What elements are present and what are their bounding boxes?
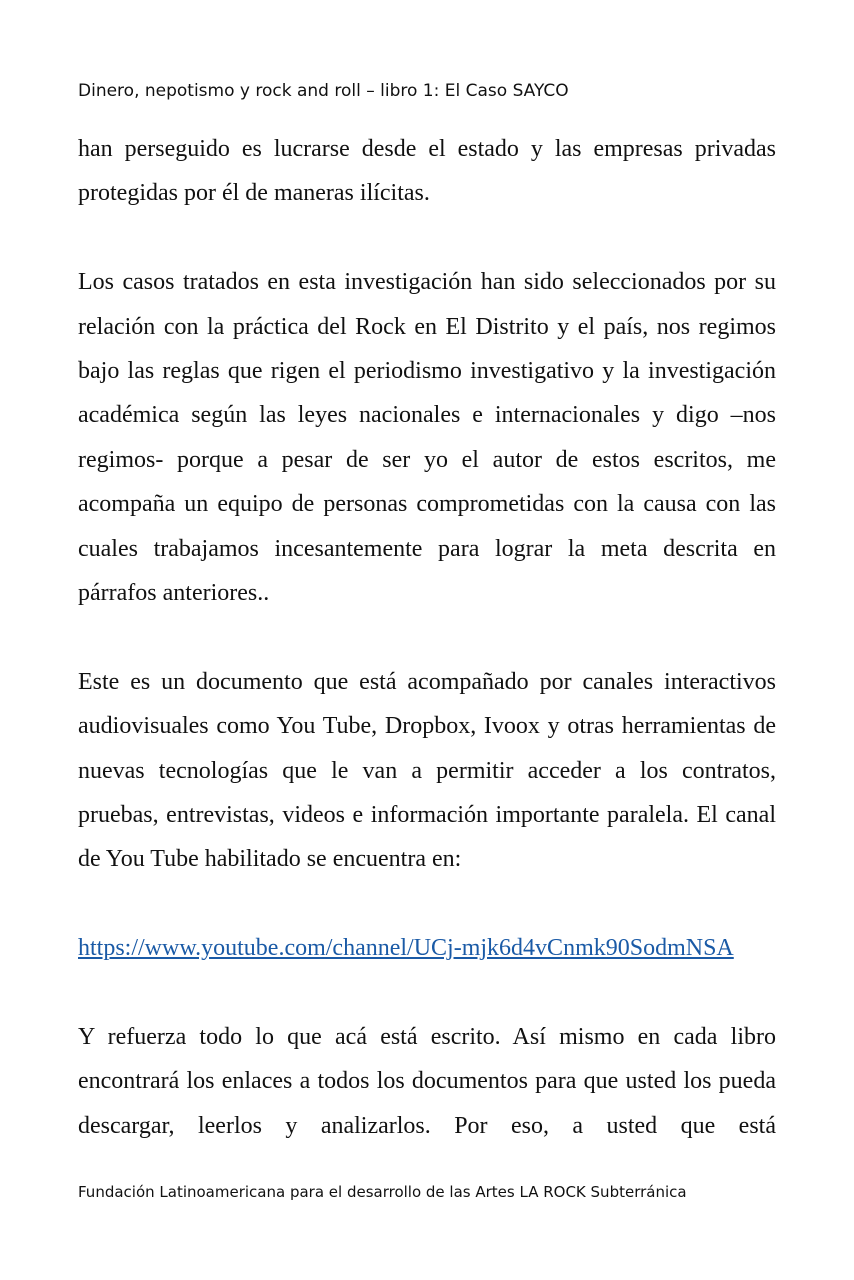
page-footer: Fundación Latinoamericana para el desarrollo de las Artes LA ROCK Subterránica <box>78 1183 687 1201</box>
paragraph-1: han perseguido es lucrarse desde el estado y las empresas privadas protegidas por él de maneras ilícitas. <box>78 136 776 207</box>
paragraph-4: Y refuerza todo lo que acá está escrito. Así mismo en cada libro encontrará los enlaces a todos los documentos para que usted los pueda descargar, leerlos y analizarlos. Por eso, a usted que está <box>78 1024 776 1139</box>
paragraph-gap <box>78 971 776 1015</box>
paragraph-gap <box>78 882 776 926</box>
link-paragraph <box>78 926 776 970</box>
youtube-channel-link[interactable]: https://www.youtube.com/channel/UCj-mjk6d4vCnmk90SodmNSA <box>78 935 734 962</box>
page-header: Dinero, nepotismo y rock and roll – libro 1: El Caso SAYCO <box>78 81 569 101</box>
document-body <box>78 127 776 1148</box>
paragraph-3: Este es un documento que está acompañado por canales interactivos audiovisuales como You Tube, Dropbox, Ivoox y otras herramientas de nuevas tecnologías que le van a permitir acceder a los contratos, pruebas, entrevistas, videos e información importante paralela. El canal de You Tube habilitado se encuentra en: <box>78 668 776 873</box>
paragraph-2: Los casos tratados en esta investigación han sido seleccionados por su relación con la práctica del Rock en El Distrito y el país, nos regimos bajo las reglas que rigen el periodismo investigativo y la investigación académica según las leyes nacionales e internacionales y digo –nos regimos- porque a pesar de ser yo el autor de estos escritos, me acompaña un equipo de personas comprometidas con la causa con las cuales trabajamos incesantemente para lograr la meta descrita en párrafos anteriores.. <box>78 269 776 607</box>
paragraph-gap <box>78 216 776 260</box>
paragraph-gap <box>78 615 776 659</box>
